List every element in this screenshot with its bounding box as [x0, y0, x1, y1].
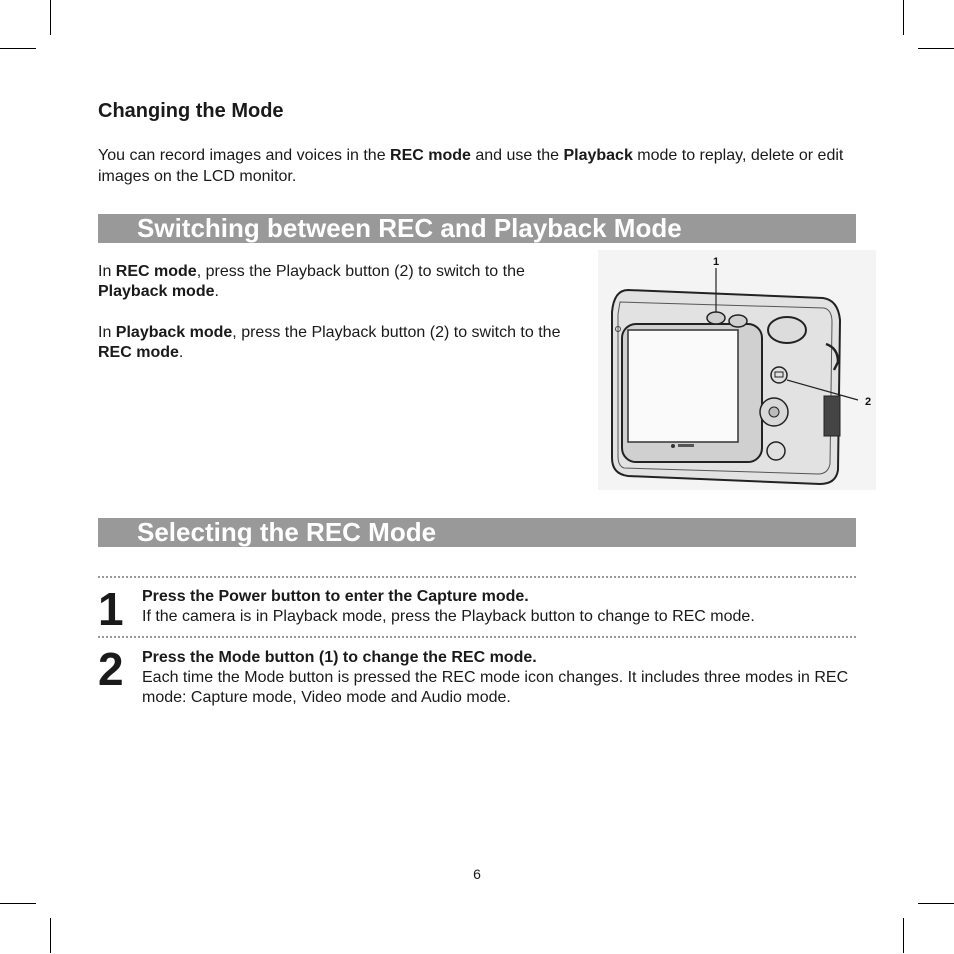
crop-mark — [50, 918, 51, 953]
switching-paragraph-playback — [98, 323, 598, 363]
brand-logo — [678, 444, 694, 447]
text: , press the Playback button (2) to switch to the — [196, 263, 525, 280]
step-text: If the camera is in Playback mode, press the Playback button to change to REC mode. — [142, 608, 755, 625]
intro-text: and use the — [470, 147, 564, 164]
intro-rec-mode: REC mode — [390, 147, 471, 164]
text: In — [98, 324, 116, 341]
crop-mark — [0, 903, 36, 904]
bold-rec-mode: REC mode — [98, 344, 179, 361]
section-heading-selecting: Selecting the REC Mode — [98, 518, 856, 547]
text: In — [98, 263, 116, 280]
step-title: Press the Power button to enter the Capture mode. — [142, 588, 529, 605]
shutter-button — [768, 317, 806, 343]
intro-paragraph — [98, 145, 858, 187]
step-1 — [142, 587, 857, 627]
bold-playback-mode: Playback mode — [115, 324, 233, 341]
page-heading: Changing the Mode — [98, 100, 284, 122]
mode-button — [707, 312, 725, 324]
step-number: 1 — [98, 583, 124, 635]
menu-button — [729, 315, 747, 327]
dotted-divider — [98, 576, 856, 578]
switching-paragraph-rec — [98, 262, 598, 302]
delete-button — [767, 442, 785, 460]
side-grip — [824, 396, 840, 436]
crop-mark — [918, 48, 954, 49]
step-2 — [142, 648, 857, 708]
page-number: 6 — [473, 866, 481, 882]
crop-mark — [50, 0, 51, 35]
bold-rec-mode: REC mode — [115, 263, 197, 280]
callout-label-1: 1 — [712, 256, 720, 268]
callout-label-2: 2 — [864, 396, 872, 408]
switching-instructions — [98, 262, 598, 384]
text: . — [214, 283, 219, 300]
text: . — [178, 344, 184, 361]
intro-text: mode to replay, delete or edit images on the LCD monitor. — [98, 147, 844, 185]
brand-dot-icon — [671, 444, 675, 448]
intro-playback: Playback — [563, 147, 633, 164]
crop-mark — [918, 903, 954, 904]
ok-button — [769, 407, 779, 417]
text: , press the Playback button (2) to switch to the — [232, 324, 561, 341]
camera-illustration — [598, 250, 876, 490]
intro-text: You can record images and voices in the — [98, 147, 391, 164]
bold-playback-mode: Playback mode — [98, 283, 215, 300]
crop-mark — [0, 48, 36, 49]
crop-mark — [903, 918, 904, 953]
dotted-divider — [98, 636, 856, 638]
step-number: 2 — [98, 643, 124, 695]
lcd-screen — [628, 330, 738, 442]
step-text: Each time the Mode button is pressed the REC mode icon changes. It includes three modes in REC mode: Capture mode, Video mode and Audio mode. — [142, 669, 849, 706]
section-heading-switching: Switching between REC and Playback Mode — [98, 214, 856, 243]
crop-mark — [903, 0, 904, 35]
step-title: Press the Mode button (1) to change the REC mode. — [142, 649, 537, 666]
playback-button — [771, 367, 787, 383]
